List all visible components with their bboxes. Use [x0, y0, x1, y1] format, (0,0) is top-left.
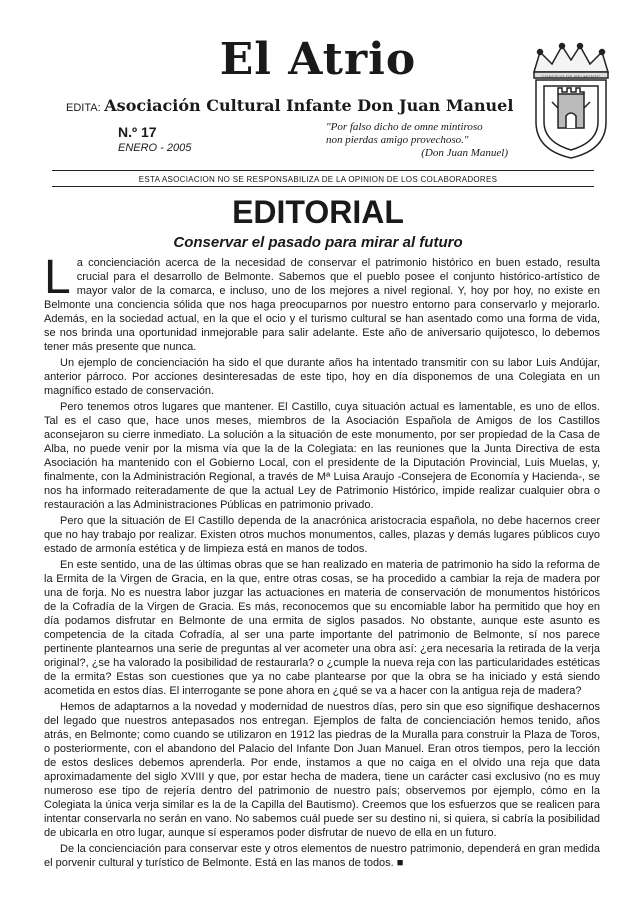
issue-number: N.º 17 — [118, 124, 157, 140]
publisher-org: Asociación Cultural Infante Don Juan Manuel — [104, 96, 514, 115]
paragraph: En este sentido, una de las últimas obras que se han realizado en materia de patrimonio ha sido la reforma de la Ermita de la Virgen de Gracia, en la que, entre otras cosas, se ha procedido a cambiar la reja de madera por una de forja. No es nuestra labor juzgar las actuaciones en materia de conservación de monumentos históricos de la Cofradía de la Virgen de Gracia. Es más, reconocemos que su encomiable labor ha permitido que hoy en día podamos disfrutar en Belmonte de una ermita de siglos pasados. No obstante, aunque este asunto es competencia de la citada Cofradía, al ser una parte importante del patrimonio de Belmonte, sí nos parece pertinente plantearnos una serie de preguntas al ver acometer una obra así: ¿era necesaria la retirada de la verja original?, ¿se ha valorado la posibilidad de restaurarla? o ¿cumple la nueva reja con las particularidades estéticas de la ermita? Estas son cuestiones que ya no cabe plantearse por que la obra se ha iniciado y está siendo acometida en estos días. El interrogante se pone ahora en ¿qué se va a hacer con la antigua reja de madera? — [44, 559, 600, 697]
drop-cap: L — [44, 251, 71, 304]
paragraph: Hemos de adaptarnos a la novedad y modernidad de nuestros días, pero sin que eso signifique deshacernos del legado que nuestros antepasados nos entregan. Ejemplos de falta de concienciación hemos tenido, años atrás, en Belmonte; como cuando se utilizaron en 1912 las piedras de la Muralla para construir la Plaza de Toros, o posteriormente, con el abandono del Palacio del Infante Don Juan Manuel. Eran otros tiempos, pero la lección de estos deslices debemos aprenderla. Por ende, instamos a que no caiga en el olvido una reja que data aproximadamente del siglo XVIII y que, por estar hecha de madera, tiene un carácter casi exclusivo (no es muy numeroso ese tipo de rejería dentro del patrimonio de nuestro país; observemos por ejemplo, cómo en la Colegiata la única verja similar es la de la Capilla del Bautismo). Creemos que los esfuerzos que se realicen para intentar conservarla no serán en vano. No sabemos cuál puede ser su destino ni, si quiera, si cabría la posibilidad de ubicarla en otro lugar, aunque sí esperamos poder disfrutar de nuevo de ella en un futuro. — [44, 701, 600, 839]
header-rule-top — [52, 170, 594, 171]
header-rule-bottom — [52, 186, 594, 187]
masthead-title: El Atrio — [219, 34, 417, 85]
disclaimer: ESTA ASOCIACION NO SE RESPONSABILIZA DE LA OPINION DE LOS COLABORADORES — [138, 175, 498, 184]
issue-date: ENERO - 2005 — [118, 142, 192, 154]
epigraph-quote — [326, 121, 516, 160]
paragraph: Pero que la situación de El Castillo dependa de la anacrónica aristocracia española, no debe hacernos creer que no hay trabajo por realizar. Existen otros muchos monumentos, calles, plazas y demás lugares públicos cuyo estado de armonía estética y de limpieza está en manos de todos. — [44, 515, 600, 555]
article-body — [44, 251, 600, 872]
quote-line-1: "Por falso dicho de omne mintiroso — [326, 121, 483, 133]
paragraph: De la concienciación para conservar este y otros elementos de nuestro patrimonio, dependerá en gran medida el porvenir cultural y turístico de Belmonte. Está en las manos de todos. ■ — [44, 843, 600, 869]
paragraph — [44, 251, 600, 354]
publisher-label: EDITA: — [66, 102, 101, 114]
quote-author: (Don Juan Manuel) — [421, 147, 508, 159]
paragraph: Pero tenemos otros lugares que mantener. El Castillo, cuya situación actual es lamentable, es uno de ellos. Tal es el caso que, hace unos meses, miembros de la Asociación Española de Amigos de los Castillos aconsejaron su cierre inmediato. La solución a la situación de este monumento, por ser propiedad de la Casa de Alba, no puede venir por la misma vía que la de la Colegiata: en las reuniones que la Junta Directiva de esta Asociación ha mantenido con el Gobierno Local, con el presidente de la Diputación Provincial, Luis Muelas, y, finalmente, con la Administración Regional, a través de Mª Luisa Araujo -Consejera de Economía y Hacienda-, se nos ha informado reiteradamente de que la actual Ley de Patrimonio Histórico, impide realizar cualquier obra o restauración a las Administraciones Públicas en patrimonio privado. — [44, 401, 600, 511]
publisher-line — [66, 96, 513, 115]
article-subtitle: Conservar el pasado para mirar al futuro — [173, 234, 463, 251]
crest-banner: CONCEJO DE BELMONTE — [541, 74, 601, 79]
paragraph-text: a concienciación acerca de la necesidad de conservar el patrimonio histórico en buen estado, resulta crucial para el desarrollo de Belmonte. Sabemos que el pueblo posee el conjunto histórico-artístico de mayor valor de la comarca, e incluso, uno de los mejores a nivel regional. Y, hoy por hoy, no existe en Belmonte una conciencia sólida que nos haga preocuparnos por nuestro entorno para conservarlo y mejorarlo. Además, en la sociedad actual, en la que el ocio y el turismo cultural se han asentado como una forma de vida, se nos brinda una oportunidad inmejorable para salir adelante. Este año de aniversario quijotesco, lo debemos tener más presente que nunca. — [44, 257, 600, 353]
article-title: EDITORIAL — [232, 194, 404, 230]
paragraph: Un ejemplo de concienciación ha sido el que durante años ha intentado transmitir con su labor Luis Andújar, anterior párroco. Por acciones desinteresadas de este tipo, hoy en día disponemos de una Colegiata en un magnífico estado de conservación. — [44, 357, 600, 397]
quote-line-2: non pierdas amigo provechoso." — [326, 134, 469, 146]
coat-of-arms-icon — [526, 42, 616, 160]
